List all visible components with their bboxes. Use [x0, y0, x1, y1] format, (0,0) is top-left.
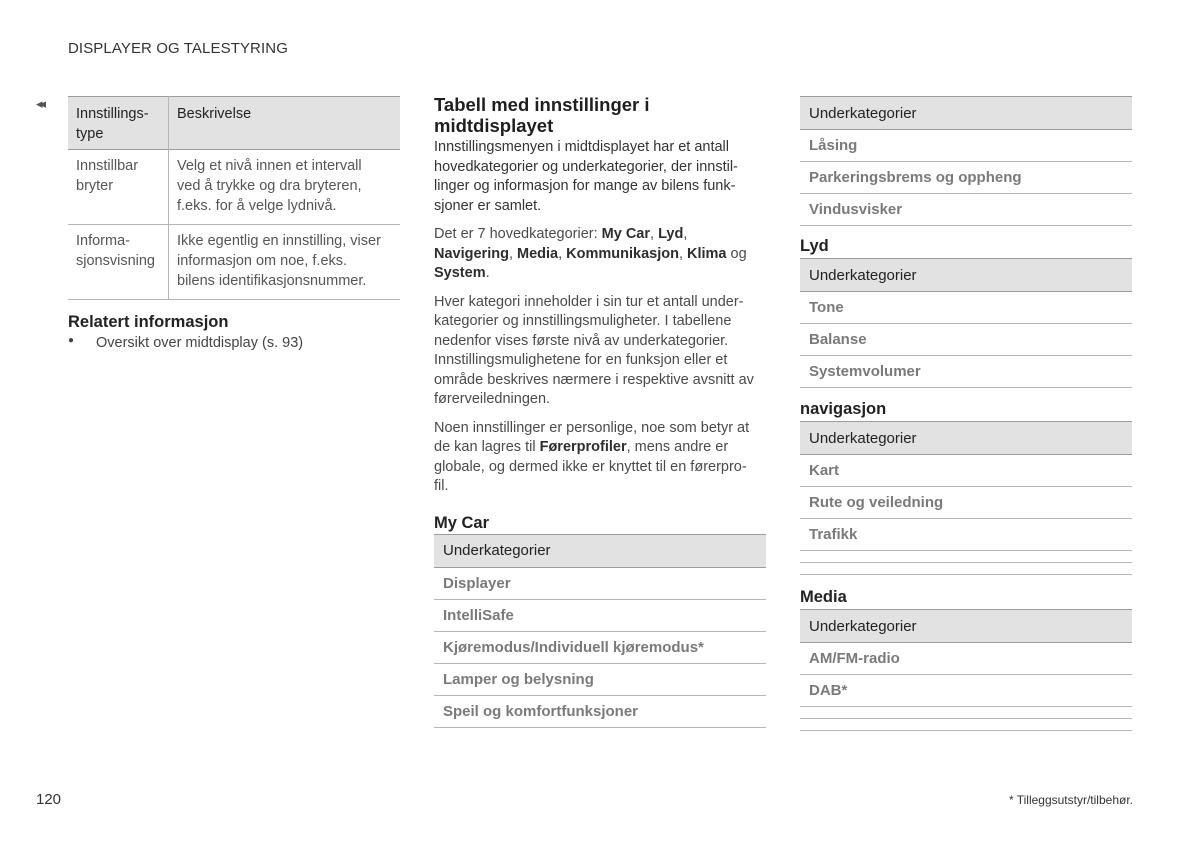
- list-item: Vindusvisker: [800, 194, 1132, 226]
- related-link[interactable]: ● Oversikt over midtdisplay (s. 93): [68, 335, 400, 351]
- section-header: DISPLAYER OG TALESTYRING: [68, 40, 288, 57]
- list-item: Speil og komfortfunksjoner: [434, 695, 766, 727]
- column-left: [68, 96, 400, 351]
- footnote: * Tilleggsutstyr/tilbehør.: [1008, 793, 1133, 807]
- subcategories-paragraph: Hver kategori inneholder i sin tur et antall under- kategorier og innstillingsmuligheter. I tabellene nedenfor vises første nivå av underkategorier. Innstillingsmulighetene for en funksjon eller et område beskrives nærmere i respektive avsnitt av førerveiledningen.: [434, 293, 754, 407]
- back-arrows-icon[interactable]: ◂◂: [36, 96, 44, 111]
- column-middle: [434, 94, 766, 728]
- row-description: Ikke egentlig en innstilling, viser informasjon om noe, f.eks. bilens identifikasjonsnummer.: [169, 225, 401, 300]
- empty-row: [800, 563, 1132, 575]
- list-item: Systemvolumer: [800, 356, 1132, 388]
- table-header-description: Beskrivelse: [169, 97, 401, 150]
- profiles-paragraph: Noen innstillinger er personlige, noe som betyr at de kan lagres til Førerprofiler, mens andre er globale, og dermed ikke er knyttet til en førerpro- fil.: [434, 419, 750, 494]
- related-info-title: Relatert informasjon: [68, 313, 229, 331]
- setting-type-table: [68, 96, 400, 300]
- row-type: Informa- sjonsvisning: [68, 225, 169, 300]
- empty-row: [800, 707, 1132, 719]
- list-item: Displayer: [434, 567, 766, 599]
- empty-row: [800, 551, 1132, 563]
- table-header: Underkategorier: [800, 422, 1132, 455]
- row-type: Innstillbar bryter: [68, 150, 169, 225]
- list-item: Tone: [800, 292, 1132, 324]
- table-header-type: Innstillings- type: [68, 97, 169, 150]
- table-header: Underkategorier: [800, 610, 1132, 643]
- list-item: Trafikk: [800, 519, 1132, 551]
- intro-paragraph: Innstillingsmenyen i midtdisplayet har et antall hovedkategorier og underkategorier, der innstil- linger og informasjon for mange av bilens funk- sjoner er samlet.: [434, 139, 738, 214]
- row-description: Velg et nivå innen et intervall ved å trykke og dra bryteren, f.eks. for å velge lydnivå.: [169, 150, 401, 225]
- column-right: [800, 96, 1132, 731]
- table-header: Underkategorier: [434, 534, 766, 567]
- list-item: Kjøremodus/Individuell kjøremodus*: [434, 631, 766, 663]
- navigasjon-table: [800, 421, 1132, 575]
- list-item: Rute og veiledning: [800, 487, 1132, 519]
- categories-paragraph: Det er 7 hovedkategorier: My Car, Lyd, Navigering, Media, Kommunikasjon, Klima og System.: [434, 226, 747, 281]
- mycar-continued-table: [800, 96, 1132, 226]
- table-header: Underkategorier: [800, 259, 1132, 292]
- media-title: Media: [800, 588, 847, 606]
- navigasjon-title: navigasjon: [800, 400, 887, 418]
- list-item: IntelliSafe: [434, 599, 766, 631]
- page-number: 120: [36, 791, 62, 808]
- table-row: [68, 225, 400, 300]
- table-header: Underkategorier: [800, 97, 1132, 130]
- empty-row: [800, 719, 1132, 731]
- list-item: DAB*: [800, 675, 1132, 707]
- table-row: [68, 150, 400, 225]
- lyd-table: [800, 258, 1132, 388]
- mycar-title: My Car: [434, 513, 490, 532]
- list-item: Kart: [800, 455, 1132, 487]
- list-item: Låsing: [800, 130, 1132, 162]
- mycar-table: [434, 534, 766, 728]
- main-heading: Tabell med innstillinger i midtdisplayet: [434, 94, 650, 136]
- list-item: AM/FM-radio: [800, 643, 1132, 675]
- list-item: Parkeringsbrems og oppheng: [800, 162, 1132, 194]
- related-info-list: [68, 335, 400, 351]
- media-table: [800, 609, 1132, 731]
- list-item: Lamper og belysning: [434, 663, 766, 695]
- lyd-title: Lyd: [800, 237, 829, 255]
- list-item: Balanse: [800, 324, 1132, 356]
